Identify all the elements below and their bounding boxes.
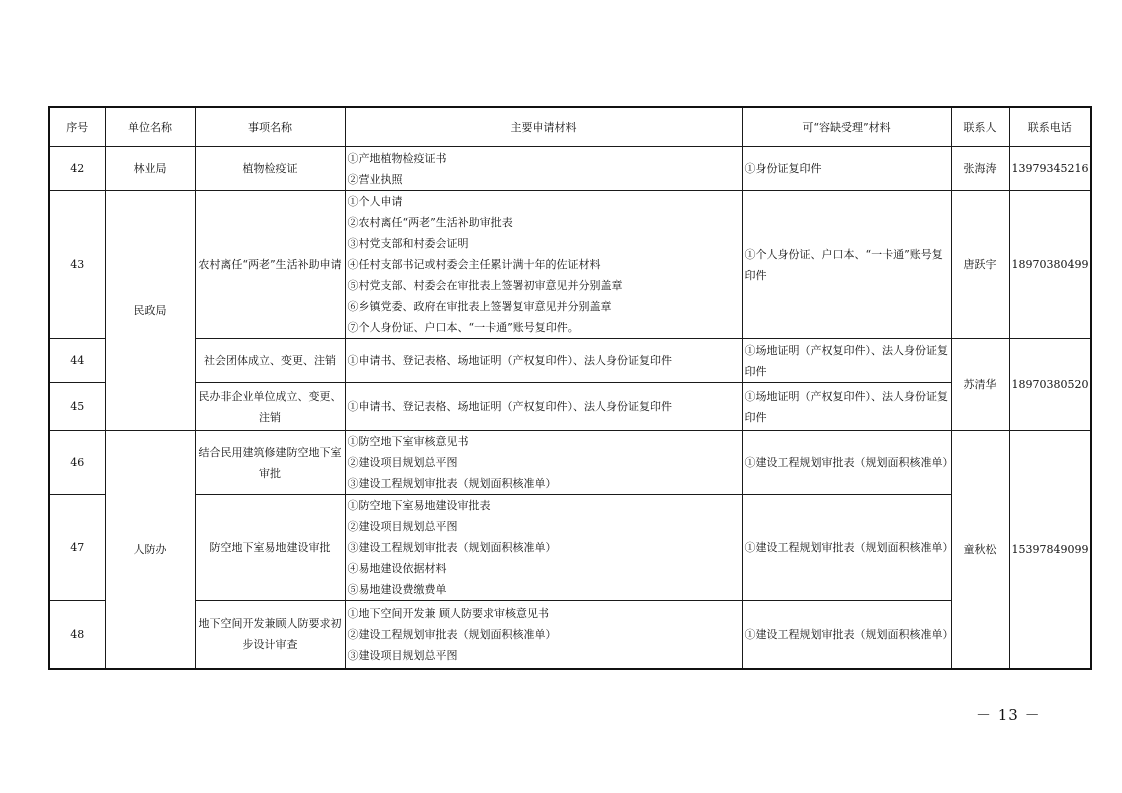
- row-no: 48: [49, 601, 105, 669]
- header-materials: 主要申请材料: [345, 107, 742, 147]
- material-line: ①地下空间开发兼 顾人防要求审核意见书: [347, 606, 549, 620]
- row-phone: 18970380499: [1009, 191, 1091, 339]
- row-contact: 童秋松: [951, 431, 1009, 669]
- material-line: ⑥乡镇党委、政府在审批表上签署复审意见并分别盖章: [347, 300, 612, 313]
- row-materials: [345, 383, 742, 431]
- header-no: 序号: [49, 107, 105, 147]
- header-item: 事项名称: [195, 107, 345, 147]
- table-row: [49, 383, 1091, 431]
- material-line: ④易地建设依据材料: [347, 562, 447, 575]
- row-deferred: ①建设工程规划审批表（规划面积核准单）: [742, 431, 951, 495]
- material-line: ②建设项目规划总平图: [347, 456, 458, 469]
- material-line: ①申请书、登记表格、场地证明（产权复印件）、法人身份证复印件: [347, 354, 672, 367]
- row-unit: 林业局: [105, 147, 195, 191]
- material-line: ③建设工程规划审批表（规划面积核准单）: [347, 477, 557, 490]
- row-no: 46: [49, 431, 105, 495]
- material-line: ①申请书、登记表格、场地证明（产权复印件）、法人身份证复印件: [347, 400, 672, 413]
- row-item: 农村离任“两老”生活补助申请: [195, 191, 345, 339]
- row-item: 民办非企业单位成立、变更、注销: [195, 383, 345, 431]
- material-line: ①产地植物检疫证书: [347, 151, 447, 165]
- row-deferred: ①场地证明（产权复印件）、法人身份证复印件: [742, 383, 951, 431]
- row-item: 植物检疫证: [195, 147, 345, 191]
- material-line: ①个人申请: [347, 195, 403, 208]
- row-deferred: ①身份证复印件: [742, 147, 951, 191]
- row-item: 结合民用建筑修建防空地下室审批: [195, 431, 345, 495]
- header-deferred: 可“容缺受理”材料: [742, 107, 951, 147]
- row-unit: 民政局: [105, 191, 195, 431]
- service-table: [48, 106, 1092, 670]
- row-materials: [345, 339, 742, 383]
- row-materials: [345, 147, 742, 191]
- table-row: [49, 191, 1091, 339]
- header-phone: 联系电话: [1009, 107, 1091, 147]
- header-contact: 联系人: [951, 107, 1009, 147]
- row-deferred: ①场地证明（产权复印件）、法人身份证复印件: [742, 339, 951, 383]
- material-line: ⑤易地建设费缴费单: [347, 583, 447, 596]
- row-phone: 18970380520: [1009, 339, 1091, 431]
- material-line: ②营业执照: [347, 172, 403, 186]
- row-deferred: ①个人身份证、户口本、“一卡通”账号复印件: [742, 191, 951, 339]
- row-no: 43: [49, 191, 105, 339]
- row-deferred: ①建设工程规划审批表（规划面积核准单）: [742, 495, 951, 601]
- material-line: ②建设项目规划总平图: [347, 520, 458, 533]
- table-row: [49, 339, 1091, 383]
- row-item: 地下空间开发兼顾人防要求初步设计审查: [195, 601, 345, 669]
- row-unit: 人防办: [105, 431, 195, 669]
- row-materials: [345, 191, 742, 339]
- material-line: ⑤村党支部、村委会在审批表上签署初审意见并分别盖章: [347, 279, 623, 292]
- material-line: ①防空地下室审核意见书: [347, 435, 469, 448]
- row-materials: [345, 601, 742, 669]
- row-no: 42: [49, 147, 105, 191]
- row-contact: 苏清华: [951, 339, 1009, 431]
- row-materials: [345, 495, 742, 601]
- table-row: [49, 431, 1091, 495]
- table-row: [49, 601, 1091, 669]
- material-line: ③村党支部和村委会证明: [347, 237, 469, 250]
- material-line: ①防空地下室易地建设审批表: [347, 499, 491, 512]
- row-no: 45: [49, 383, 105, 431]
- row-no: 47: [49, 495, 105, 601]
- table-header-row: [49, 107, 1091, 147]
- row-deferred: ①建设工程规划审批表（规划面积核准单）: [742, 601, 951, 669]
- row-materials: [345, 431, 742, 495]
- material-line: ⑦个人身份证、户口本、“一卡通”账号复印件。: [347, 321, 579, 334]
- material-line: ④任村支部书记或村委会主任累计满十年的佐证材料: [347, 258, 601, 271]
- page-number: － 13 －: [976, 706, 1041, 724]
- row-contact: 唐跃宇: [951, 191, 1009, 339]
- header-unit: 单位名称: [105, 107, 195, 147]
- material-line: ②农村离任“两老”生活补助审批表: [347, 216, 513, 229]
- row-no: 44: [49, 339, 105, 383]
- row-phone: 15397849099: [1009, 431, 1091, 669]
- material-line: ③建设工程规划审批表（规划面积核准单）: [347, 541, 557, 554]
- table-row: [49, 495, 1091, 601]
- row-contact: 张海涛: [951, 147, 1009, 191]
- row-item: 社会团体成立、变更、注销: [195, 339, 345, 383]
- material-line: ②建设工程规划审批表（规划面积核准单）: [347, 627, 557, 641]
- row-phone: 13979345216: [1009, 147, 1091, 191]
- row-item: 防空地下室易地建设审批: [195, 495, 345, 601]
- table-row: [49, 147, 1091, 191]
- material-line: ③建设项目规划总平图: [347, 648, 458, 662]
